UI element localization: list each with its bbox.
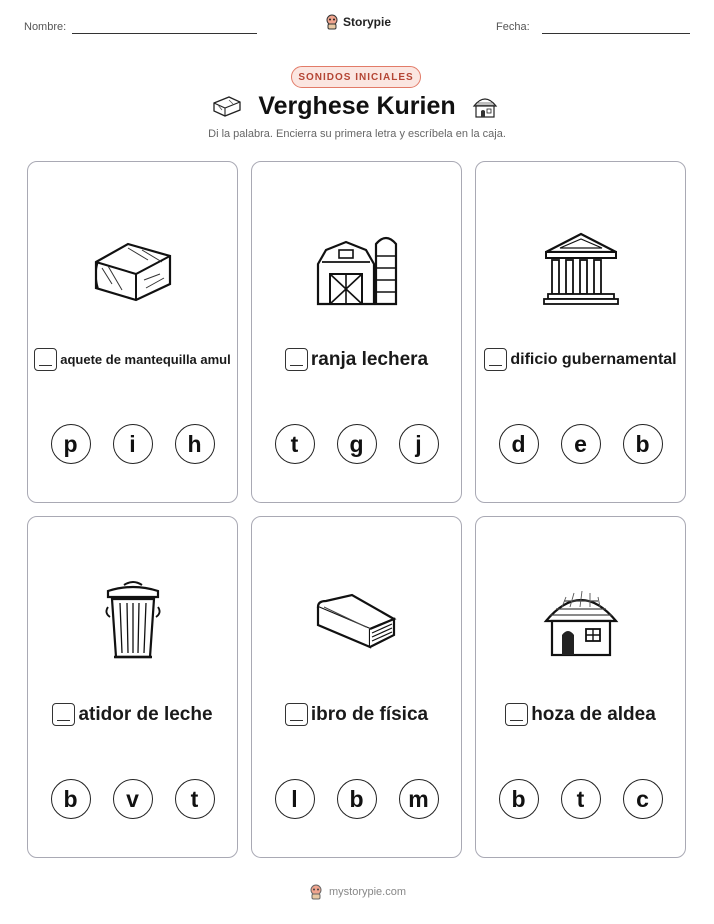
word-row <box>476 348 685 371</box>
book-icon <box>312 577 402 667</box>
word-card <box>27 516 238 858</box>
letter-option[interactable]: i <box>113 424 153 464</box>
letter-options <box>28 779 237 819</box>
letter-option[interactable]: t <box>175 779 215 819</box>
word-row <box>28 348 237 371</box>
letter-option[interactable]: h <box>175 424 215 464</box>
letter-option[interactable]: p <box>51 424 91 464</box>
letter-option[interactable]: d <box>499 424 539 464</box>
word-remainder: aquete de mantequilla amul <box>60 352 231 367</box>
date-line <box>542 33 690 34</box>
letter-option[interactable]: b <box>623 424 663 464</box>
letter-option[interactable]: t <box>275 424 315 464</box>
name-line <box>72 33 257 34</box>
word-remainder: ibro de física <box>310 703 429 725</box>
letter-options <box>476 424 685 464</box>
storypie-mascot-icon <box>308 884 324 900</box>
name-label: Nombre: <box>24 21 67 33</box>
brand-name: Storypie <box>343 15 392 29</box>
answer-box[interactable] <box>34 348 57 371</box>
answer-box[interactable] <box>52 703 75 726</box>
barn-icon <box>312 222 402 312</box>
hut-icon <box>470 92 500 120</box>
answer-box[interactable] <box>285 348 308 371</box>
letter-option[interactable]: l <box>275 779 315 819</box>
letter-options <box>252 424 461 464</box>
answer-box[interactable] <box>285 703 308 726</box>
word-row <box>252 703 461 726</box>
word-row <box>476 703 685 726</box>
word-card <box>475 161 686 503</box>
milk-churn-icon <box>88 577 178 667</box>
letter-options <box>28 424 237 464</box>
word-remainder: hoza de aldea <box>531 703 656 725</box>
letter-option[interactable]: c <box>623 779 663 819</box>
letter-options <box>252 779 461 819</box>
letter-option[interactable]: j <box>399 424 439 464</box>
footer <box>0 884 714 900</box>
word-row <box>252 348 461 371</box>
letter-option[interactable]: m <box>399 779 439 819</box>
answer-box[interactable] <box>505 703 528 726</box>
footer-url: mystorypie.com <box>328 886 407 898</box>
word-remainder: dificio gubernamental <box>510 350 677 368</box>
answer-box[interactable] <box>484 348 507 371</box>
worksheet-title: Verghese Kurien <box>258 92 456 120</box>
letter-option[interactable]: e <box>561 424 601 464</box>
butter-package-icon <box>88 222 178 312</box>
word-remainder: ranja lechera <box>310 348 429 370</box>
brand-logo <box>325 14 391 30</box>
government-building-icon <box>536 222 626 312</box>
letter-option[interactable]: g <box>337 424 377 464</box>
letter-option[interactable]: b <box>337 779 377 819</box>
letter-option[interactable]: v <box>113 779 153 819</box>
word-card <box>27 161 238 503</box>
date-label: Fecha: <box>496 21 530 33</box>
word-card <box>251 516 462 858</box>
worksheet-header <box>0 14 714 42</box>
hut-icon <box>536 577 626 667</box>
category-badge: SONIDOS INICIALES <box>291 66 421 88</box>
word-card <box>475 516 686 858</box>
letter-options <box>476 779 685 819</box>
word-remainder: atidor de leche <box>78 703 213 725</box>
instructions: Di la palabra. Encierra su primera letra y escríbela en la caja. <box>208 128 506 140</box>
word-row <box>28 703 237 726</box>
storypie-mascot-icon <box>325 14 339 30</box>
letter-option[interactable]: b <box>51 779 91 819</box>
letter-option[interactable]: b <box>499 779 539 819</box>
word-card <box>251 161 462 503</box>
letter-option[interactable]: t <box>561 779 601 819</box>
